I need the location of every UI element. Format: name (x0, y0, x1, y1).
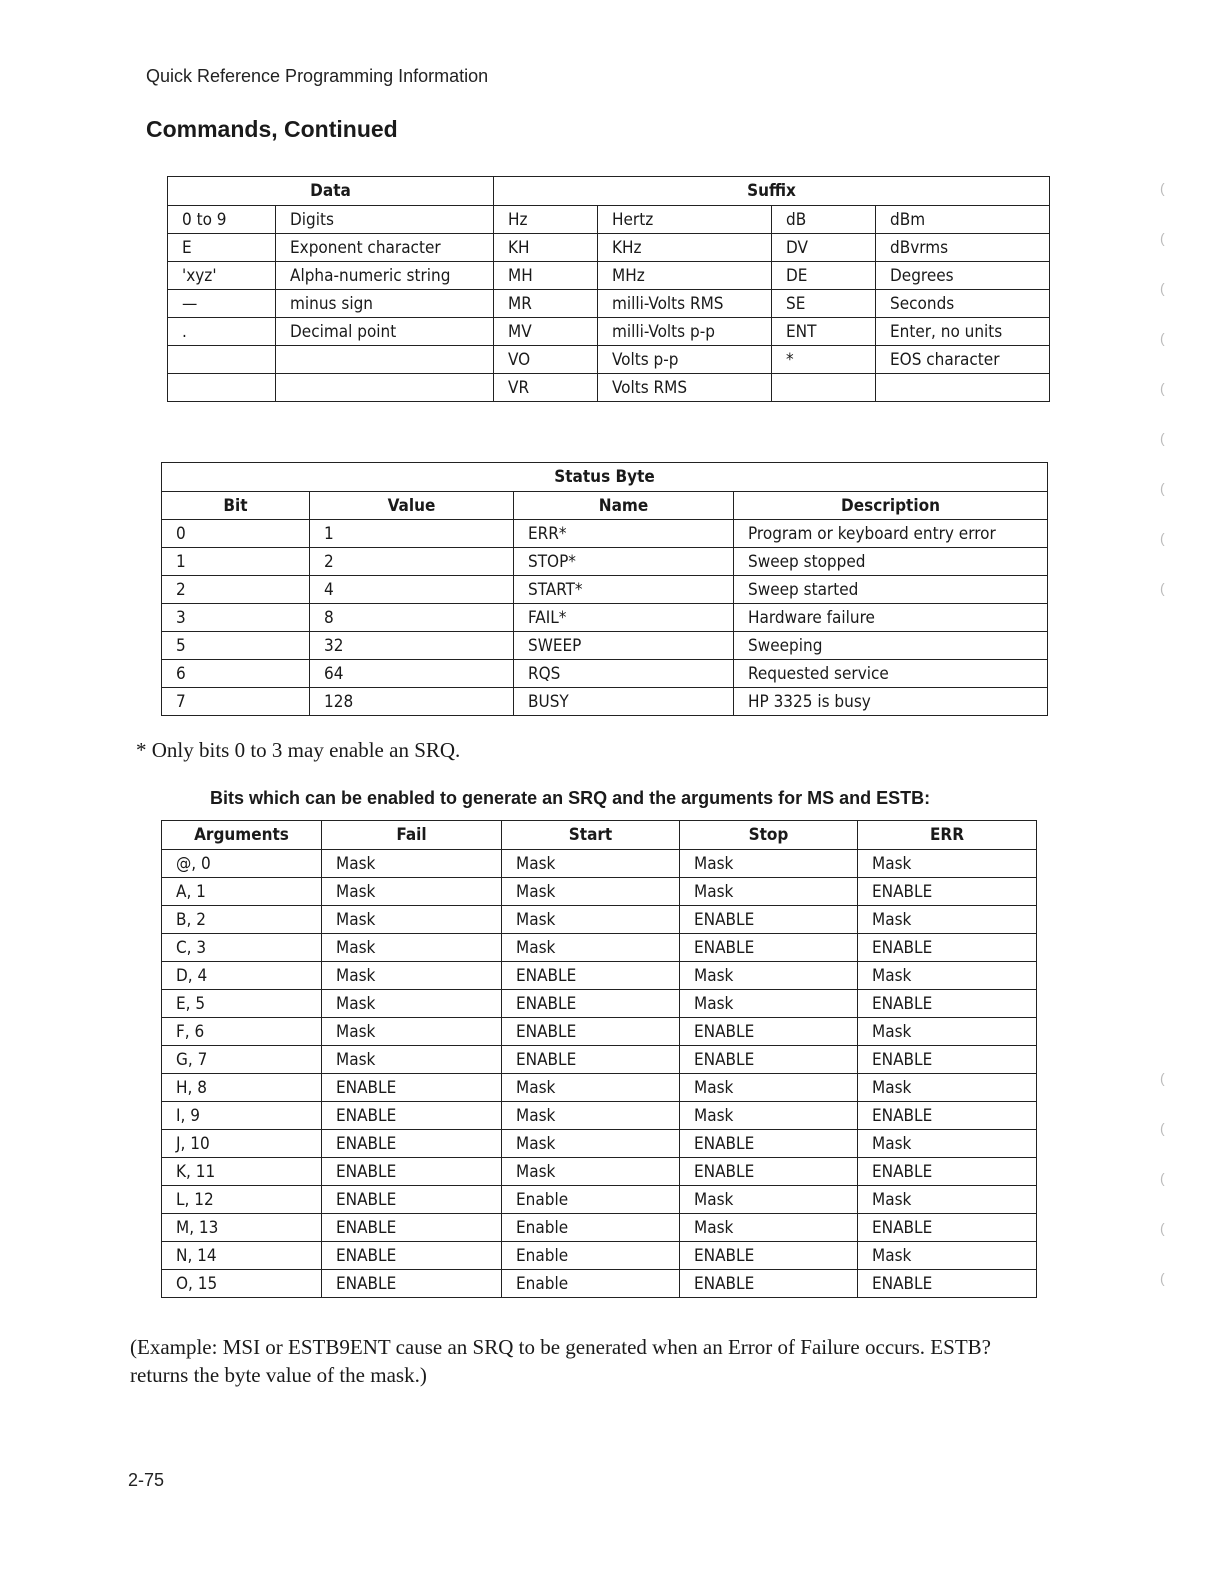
table-cell: ENABLE (858, 934, 1037, 962)
table-cell: 7 (162, 688, 310, 716)
table-row (162, 990, 1037, 1018)
table-cell: Mask (322, 906, 502, 934)
srq-note: * Only bits 0 to 3 may enable an SRQ. (136, 738, 461, 762)
table-cell: DV (772, 234, 876, 262)
table-cell: milli-Volts p-p (598, 318, 772, 346)
table-row (168, 318, 1050, 346)
table-cell: 128 (310, 688, 514, 716)
table-cell: Mask (680, 990, 858, 1018)
running-header: Quick Reference Programming Information (146, 66, 489, 86)
section-title: Commands, Continued (146, 116, 398, 142)
table-cell: Mask (858, 1018, 1037, 1046)
table-cell: Mask (502, 1074, 680, 1102)
table-cell: 0 to 9 (168, 206, 276, 234)
table-cell: Mask (858, 850, 1037, 878)
table-cell: Mask (322, 850, 502, 878)
table-cell: Mask (858, 1130, 1037, 1158)
table-cell: Hz (494, 206, 598, 234)
table-cell: A, 1 (162, 878, 322, 906)
table-cell: F, 6 (162, 1018, 322, 1046)
table-cell: E, 5 (162, 990, 322, 1018)
column-header-err: ERR (858, 821, 1037, 850)
table-cell: 32 (310, 632, 514, 660)
table-row (168, 206, 1050, 234)
table-cell: I, 9 (162, 1102, 322, 1130)
table-cell: ENABLE (680, 1046, 858, 1074)
column-header-bit: Bit (162, 492, 310, 520)
table-row (168, 290, 1050, 318)
table-row (162, 660, 1048, 688)
table-row (162, 548, 1048, 576)
table-cell: Mask (680, 1074, 858, 1102)
table-cell (168, 346, 276, 374)
table-cell: 4 (310, 576, 514, 604)
table-row (162, 962, 1037, 990)
table-cell (276, 346, 494, 374)
table-cell: ENABLE (322, 1214, 502, 1242)
table-cell: Enter, no units (876, 318, 1050, 346)
table-cell: Hertz (598, 206, 772, 234)
table-row (162, 1214, 1037, 1242)
table-row (162, 906, 1037, 934)
table-cell: ENABLE (858, 1270, 1037, 1298)
data-suffix-table (167, 176, 1050, 402)
table-cell: Hardware failure (734, 604, 1048, 632)
table-cell: Program or keyboard entry error (734, 520, 1048, 548)
table-cell: dB (772, 206, 876, 234)
table-cell: Mask (322, 934, 502, 962)
table-cell: ENABLE (680, 906, 858, 934)
table-cell: MV (494, 318, 598, 346)
table-row (168, 262, 1050, 290)
example-text: (Example: MSI or ESTB9ENT cause an SRQ to be generated when an Error of Failure occurs. ESTB? returns the byte value of the mask.) (130, 1335, 991, 1387)
table-cell: Enable (502, 1186, 680, 1214)
table-cell: ENABLE (502, 1018, 680, 1046)
table-cell: ENABLE (858, 990, 1037, 1018)
table-cell: L, 12 (162, 1186, 322, 1214)
table-cell: 'xyz' (168, 262, 276, 290)
table-row (162, 520, 1048, 548)
srq-caption: Bits which can be enabled to generate an SRQ and the arguments for MS and ESTB: (210, 788, 931, 808)
table-row (168, 234, 1050, 262)
table-cell: SE (772, 290, 876, 318)
table-row (162, 1074, 1037, 1102)
table-row (162, 850, 1037, 878)
table-cell: J, 10 (162, 1130, 322, 1158)
table-cell: VR (494, 374, 598, 402)
table-cell: ENABLE (322, 1130, 502, 1158)
table-cell: Mask (680, 1214, 858, 1242)
table-cell: milli-Volts RMS (598, 290, 772, 318)
table-cell: ENABLE (858, 1214, 1037, 1242)
table-cell: Enable (502, 1214, 680, 1242)
table-cell: ENABLE (680, 1158, 858, 1186)
table-cell: Enable (502, 1242, 680, 1270)
table-row (162, 1102, 1037, 1130)
table-cell: Mask (322, 962, 502, 990)
table-cell: G, 7 (162, 1046, 322, 1074)
table-cell: Exponent character (276, 234, 494, 262)
status-byte-body (162, 520, 1048, 716)
table-row (162, 576, 1048, 604)
table-cell: . (168, 318, 276, 346)
table-cell: DE (772, 262, 876, 290)
binding-marks: ( ( ( ( ( ( ( ( ( ( ( ( ( ( (1160, 180, 1165, 1286)
table-cell (276, 374, 494, 402)
table-cell: VO (494, 346, 598, 374)
table-cell: SWEEP (514, 632, 734, 660)
table-cell: ENABLE (858, 1102, 1037, 1130)
table-cell: E (168, 234, 276, 262)
table-cell: Mask (322, 990, 502, 1018)
table-cell: dBvrms (876, 234, 1050, 262)
table-cell: D, 4 (162, 962, 322, 990)
table-cell: 6 (162, 660, 310, 688)
table-cell: Decimal point (276, 318, 494, 346)
table-cell: 8 (310, 604, 514, 632)
table-row (162, 878, 1037, 906)
srq-body (162, 850, 1037, 1298)
table-cell: Mask (502, 934, 680, 962)
status-byte-title: Status Byte (162, 463, 1048, 492)
table-cell: ENABLE (322, 1158, 502, 1186)
table-cell: 64 (310, 660, 514, 688)
table-cell: MH (494, 262, 598, 290)
table-cell: 5 (162, 632, 310, 660)
table-cell: Mask (858, 906, 1037, 934)
table-cell: 1 (310, 520, 514, 548)
table-row (162, 1242, 1037, 1270)
table-row (162, 1018, 1037, 1046)
table-cell: FAIL* (514, 604, 734, 632)
page-number: 2-75 (128, 1470, 165, 1490)
table-cell: Mask (680, 878, 858, 906)
table-cell: Mask (680, 962, 858, 990)
table-cell: 2 (310, 548, 514, 576)
table-cell: Requested service (734, 660, 1048, 688)
table-row (168, 346, 1050, 374)
data-header: Data (168, 177, 494, 206)
table-row (162, 604, 1048, 632)
table-cell: ENABLE (322, 1270, 502, 1298)
table-cell: RQS (514, 660, 734, 688)
table-cell (168, 374, 276, 402)
table-row (162, 1046, 1037, 1074)
table-cell: HP 3325 is busy (734, 688, 1048, 716)
table-cell: ENABLE (680, 1018, 858, 1046)
table-cell: Mask (322, 878, 502, 906)
table-cell: ENT (772, 318, 876, 346)
table-cell (876, 374, 1050, 402)
table-cell: ENABLE (858, 878, 1037, 906)
table-cell: ENABLE (322, 1102, 502, 1130)
table-cell: N, 14 (162, 1242, 322, 1270)
table-cell: STOP* (514, 548, 734, 576)
table-cell: ENABLE (502, 990, 680, 1018)
table-cell: ENABLE (502, 962, 680, 990)
table-cell: Volts p-p (598, 346, 772, 374)
table-cell: Sweep started (734, 576, 1048, 604)
table-cell: M, 13 (162, 1214, 322, 1242)
table-cell: O, 15 (162, 1270, 322, 1298)
table-cell: 3 (162, 604, 310, 632)
table-cell: Mask (858, 1186, 1037, 1214)
table-cell: Degrees (876, 262, 1050, 290)
table-row (162, 632, 1048, 660)
table-cell: — (168, 290, 276, 318)
table-cell: ENABLE (680, 1242, 858, 1270)
table-cell: 2 (162, 576, 310, 604)
table-cell: Mask (502, 1130, 680, 1158)
data-suffix-body (168, 206, 1050, 402)
table-cell: Mask (322, 1046, 502, 1074)
table-cell: K, 11 (162, 1158, 322, 1186)
table-cell: @, 0 (162, 850, 322, 878)
table-cell: BUSY (514, 688, 734, 716)
table-row (162, 688, 1048, 716)
table-cell: Sweeping (734, 632, 1048, 660)
table-cell: C, 3 (162, 934, 322, 962)
table-cell: ERR* (514, 520, 734, 548)
table-cell: ENABLE (502, 1046, 680, 1074)
table-row (162, 1130, 1037, 1158)
column-header-start: Start (502, 821, 680, 850)
table-cell: Sweep stopped (734, 548, 1048, 576)
table-cell: Mask (680, 1102, 858, 1130)
table-cell: Mask (502, 1158, 680, 1186)
column-header-value: Value (310, 492, 514, 520)
table-cell: Mask (680, 850, 858, 878)
column-header-arguments: Arguments (162, 821, 322, 850)
table-cell: Mask (858, 1242, 1037, 1270)
table-row (162, 1270, 1037, 1298)
table-cell: Mask (858, 962, 1037, 990)
column-header-name: Name (514, 492, 734, 520)
table-row (168, 374, 1050, 402)
table-cell: minus sign (276, 290, 494, 318)
table-cell: ENABLE (680, 1270, 858, 1298)
table-cell: Mask (502, 906, 680, 934)
table-cell: KH (494, 234, 598, 262)
table-row (162, 1186, 1037, 1214)
table-cell: ENABLE (858, 1046, 1037, 1074)
table-cell: START* (514, 576, 734, 604)
table-cell (772, 374, 876, 402)
table-cell: MHz (598, 262, 772, 290)
table-cell: B, 2 (162, 906, 322, 934)
table-cell: ENABLE (322, 1186, 502, 1214)
table-cell: MR (494, 290, 598, 318)
table-cell: * (772, 346, 876, 374)
column-header-fail: Fail (322, 821, 502, 850)
column-header-stop: Stop (680, 821, 858, 850)
table-cell: ENABLE (858, 1158, 1037, 1186)
table-cell: ENABLE (322, 1242, 502, 1270)
table-cell: Mask (680, 1186, 858, 1214)
table-cell: Mask (502, 878, 680, 906)
status-byte-table (161, 462, 1048, 716)
table-cell: 1 (162, 548, 310, 576)
table-cell: ENABLE (680, 934, 858, 962)
table-cell: Seconds (876, 290, 1050, 318)
table-cell: EOS character (876, 346, 1050, 374)
table-cell: H, 8 (162, 1074, 322, 1102)
table-row (162, 934, 1037, 962)
table-cell: ENABLE (322, 1074, 502, 1102)
srq-arguments-table (161, 820, 1037, 1298)
table-cell: Volts RMS (598, 374, 772, 402)
table-cell: Alpha-numeric string (276, 262, 494, 290)
suffix-header: Suffix (494, 177, 1050, 206)
table-cell: Mask (858, 1074, 1037, 1102)
table-cell: Digits (276, 206, 494, 234)
table-cell: dBm (876, 206, 1050, 234)
table-cell: Mask (502, 850, 680, 878)
table-row (162, 1158, 1037, 1186)
table-cell: KHz (598, 234, 772, 262)
table-cell: Mask (502, 1102, 680, 1130)
table-cell: Enable (502, 1270, 680, 1298)
table-cell: Mask (322, 1018, 502, 1046)
table-cell: ENABLE (680, 1130, 858, 1158)
table-cell: 0 (162, 520, 310, 548)
column-header-description: Description (734, 492, 1048, 520)
